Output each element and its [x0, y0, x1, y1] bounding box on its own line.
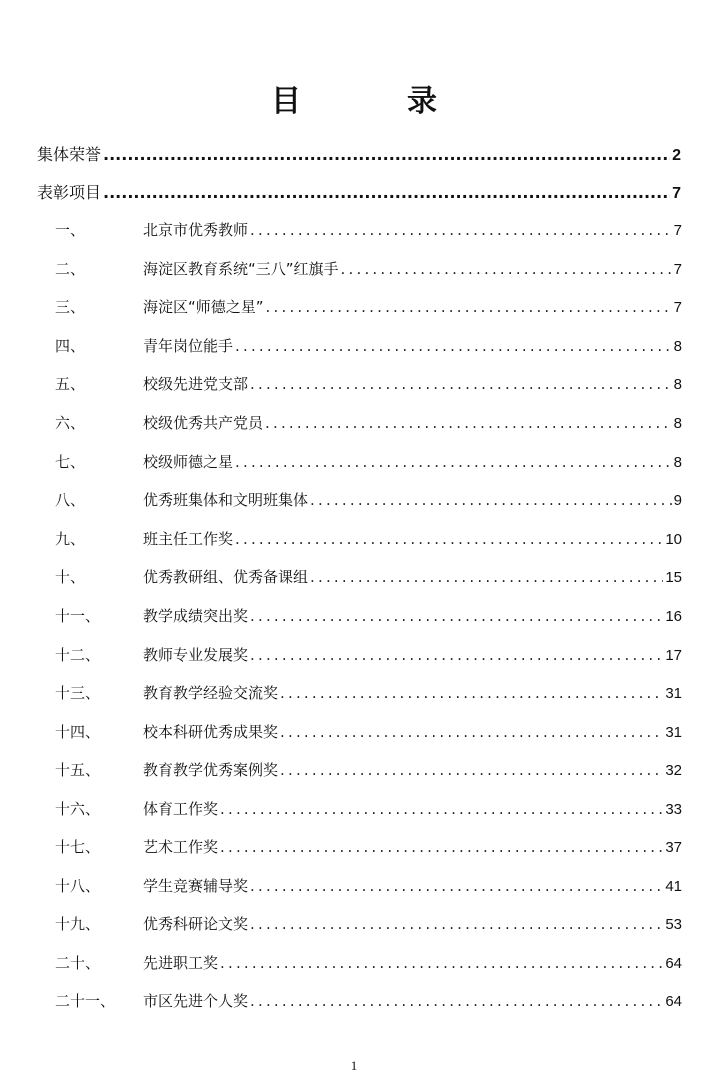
toc-page-number: 17: [665, 647, 682, 664]
toc-item-label: 青年岗位能手: [143, 337, 234, 355]
toc-item[interactable]: [55, 990, 682, 1011]
dot-leader: [341, 260, 672, 278]
toc-item-label: 校本科研优秀成果奖: [143, 723, 279, 741]
toc-item[interactable]: [55, 335, 682, 356]
toc-item[interactable]: [55, 875, 682, 896]
toc-item-number: 一、: [55, 221, 86, 239]
toc-item-label: 学生竞赛辅导奖: [143, 877, 249, 895]
toc-item-label: 海淀区“师德之星”: [143, 298, 264, 316]
toc-page-number: 7: [673, 222, 682, 239]
toc-section-commendations[interactable]: [37, 180, 681, 203]
toc-item-label: 校级优秀共产党员: [143, 414, 264, 432]
dot-leader: [265, 414, 672, 432]
dot-leader: [250, 877, 663, 895]
dot-leader: [103, 183, 670, 202]
toc-item-number: 十五、: [55, 761, 101, 779]
dot-leader: [220, 954, 663, 972]
dot-leader: [266, 298, 672, 316]
toc-page-number: 64: [665, 955, 682, 972]
toc-item[interactable]: [55, 373, 682, 394]
toc-item-number: 十三、: [55, 684, 101, 702]
dot-leader: [103, 145, 670, 164]
dot-leader: [310, 491, 672, 509]
toc-section-collective-honors[interactable]: [37, 142, 681, 165]
toc-item[interactable]: [55, 219, 682, 240]
toc-item[interactable]: [55, 605, 682, 626]
toc-item-number: 十一、: [55, 607, 101, 625]
toc-item-label: 班主任工作奖: [143, 530, 234, 548]
toc-item-number: 九、: [55, 530, 86, 548]
toc-item-number: 七、: [55, 453, 86, 471]
page-title: 目 录: [271, 84, 475, 119]
toc-item-label: 体育工作奖: [143, 800, 219, 818]
toc-item-label: 市区先进个人奖: [143, 992, 249, 1010]
toc-item-number: 十八、: [55, 877, 101, 895]
toc-page-number: 53: [665, 916, 682, 933]
toc-item[interactable]: [55, 836, 682, 857]
toc-page-number: 8: [673, 376, 682, 393]
toc-page-number: 32: [665, 762, 682, 779]
dot-leader: [250, 375, 672, 393]
toc-item-label: 先进职工奖: [143, 954, 219, 972]
toc-item-label: 优秀科研论文奖: [143, 915, 249, 933]
toc-item-label: 艺术工作奖: [143, 838, 219, 856]
toc-page-number: 16: [665, 608, 682, 625]
toc-page-number: 41: [665, 878, 682, 895]
dot-leader: [280, 723, 663, 741]
toc-item-label: 教育教学经验交流奖: [143, 684, 279, 702]
toc-item[interactable]: [55, 759, 682, 780]
dot-leader: [250, 992, 663, 1010]
dot-leader: [280, 761, 663, 779]
toc-item[interactable]: [55, 412, 682, 433]
toc-item[interactable]: [55, 644, 682, 665]
toc-item-label: 校级先进党支部: [143, 375, 249, 393]
toc-item-number: 五、: [55, 375, 86, 393]
toc-page-number: 31: [665, 685, 682, 702]
toc-item-label: 海淀区教育系统“三八”红旗手: [143, 260, 339, 278]
toc-page-number: 8: [673, 338, 682, 355]
toc-item[interactable]: [55, 528, 682, 549]
toc-page-number: 15: [665, 569, 682, 586]
toc-page-number: 7: [672, 185, 681, 202]
toc-page-number: 2: [672, 147, 681, 164]
toc-item-number: 十四、: [55, 723, 101, 741]
dot-leader: [250, 915, 663, 933]
toc-page-number: 7: [673, 261, 682, 278]
toc-item-label: 优秀教研组、优秀备课组: [143, 568, 309, 586]
dot-leader: [250, 646, 663, 664]
toc-page-number: 64: [665, 993, 682, 1010]
toc-item-number: 二十、: [55, 954, 101, 972]
toc-item-label: 教育教学优秀案例奖: [143, 761, 279, 779]
toc-item[interactable]: [55, 566, 682, 587]
dot-leader: [280, 684, 663, 702]
toc-item[interactable]: [55, 721, 682, 742]
toc-page-number: 33: [665, 801, 682, 818]
toc-item-number: 十九、: [55, 915, 101, 933]
toc-page-number: 37: [665, 839, 682, 856]
toc-item-number: 十六、: [55, 800, 101, 818]
toc-item-label: 教学成绩突出奖: [143, 607, 249, 625]
toc-page-number: 8: [673, 415, 682, 432]
toc-item-number: 四、: [55, 337, 86, 355]
toc-item[interactable]: [55, 451, 682, 472]
toc-item[interactable]: [55, 258, 682, 279]
toc-item-number: 八、: [55, 491, 86, 509]
toc-item[interactable]: [55, 798, 682, 819]
toc-page-number: 8: [673, 454, 682, 471]
toc-item[interactable]: [55, 296, 682, 317]
toc-item-number: 三、: [55, 298, 86, 316]
toc-item[interactable]: [55, 682, 682, 703]
toc-item-number: 二十一、: [55, 992, 116, 1010]
dot-leader: [220, 800, 663, 818]
toc-item[interactable]: [55, 489, 682, 510]
toc-page-number: 9: [673, 492, 682, 509]
toc-section-label: 表彰项目: [37, 183, 102, 202]
toc-item-number: 二、: [55, 260, 86, 278]
toc-item[interactable]: [55, 913, 682, 934]
toc-item-number: 十七、: [55, 838, 101, 856]
toc-page-number: 31: [665, 724, 682, 741]
toc-item-label: 北京市优秀教师: [143, 221, 249, 239]
page-number-footer: 1: [350, 1058, 358, 1073]
toc-item-label: 优秀班集体和文明班集体: [143, 491, 309, 509]
toc-page-number: 7: [673, 299, 682, 316]
dot-leader: [235, 453, 672, 471]
toc-item-number: 十二、: [55, 646, 101, 664]
toc-item-number: 六、: [55, 414, 86, 432]
dot-leader: [250, 607, 663, 625]
toc-item-number: 十、: [55, 568, 86, 586]
dot-leader: [235, 530, 663, 548]
toc-page-number: 10: [665, 531, 682, 548]
toc-item-label: 校级师德之星: [143, 453, 234, 471]
dot-leader: [250, 221, 672, 239]
toc-item-label: 教师专业发展奖: [143, 646, 249, 664]
toc-section-label: 集体荣誉: [37, 145, 102, 164]
dot-leader: [235, 337, 672, 355]
toc-item[interactable]: [55, 952, 682, 973]
dot-leader: [310, 568, 663, 586]
dot-leader: [220, 838, 663, 856]
